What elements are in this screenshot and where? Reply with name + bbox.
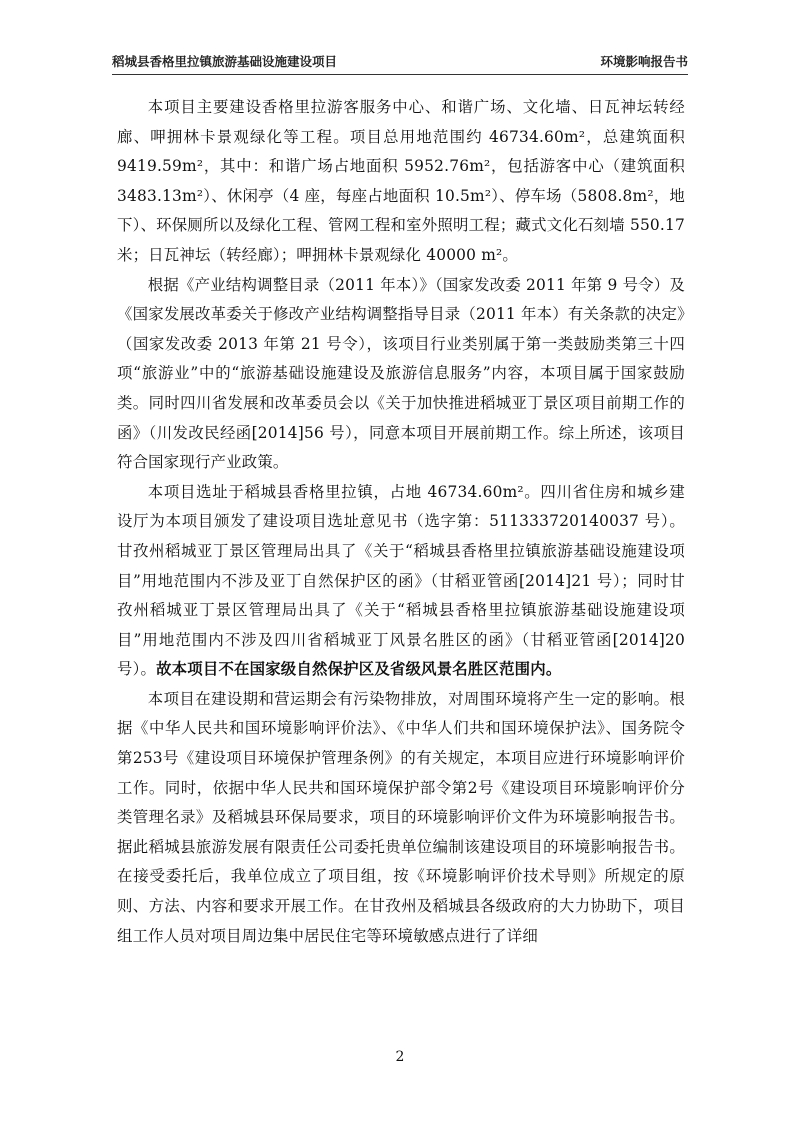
- paragraph-bold-conclusion: 故本项目不在国家级自然保护区及省级风景名胜区范围内。: [156, 660, 562, 679]
- document-body: [117, 93, 685, 951]
- paragraph-text: 本项目在建设期和营运期会有污染物排放，对周围环境将产生一定的影响。根据《中华人民共和国环境影响评价法》、《中华人们共和国环境保护法》、国务院令第253号《建设项目环境保护管理条例》的有关规定，本项目应进行环境影响评价工作。同时，依据中华人民共和国环境保护部令第2号《建设项目环境影响评价分类管理名录》及稻城县环保局要求，项目的环境影响评价文件为环境影响报告书。据此稻城县旅游发展有限责任公司委托贵单位编制该建设项目的环境影响报告书。在接受委托后，我单位成立了项目组，按《环境影响评价技术导则》所规定的原则、方法、内容和要求开展工作。在甘孜州及稻城县各级政府的大力协助下，项目组工作人员对项目周边集中居民住宅等环境敏感点进行了详细: [117, 689, 685, 945]
- page-number: 2: [395, 1049, 405, 1065]
- paragraph-eia-basis: [117, 685, 685, 951]
- header-document-type: 环境影响报告书: [600, 54, 688, 69]
- paragraph-site-selection: [117, 478, 685, 685]
- paragraph-text: 根据《产业结构调整目录（2011 年本）》（国家发改委 2011 年第 9 号令）及《国家发展改革委关于修改产业结构调整指导目录（2011 年本）有关条款的决定》（国家发改委 2013 年第 21 号令），该项目行业类别属于第一类鼓励类第三十四项“旅游业”中的“旅游基础设施建设及旅游信息服务”内容，本项目属于国家鼓励类。同时四川省发展和改革委员会以《关于加快推进稻城亚丁景区项目前期工作的函》（川发改民经函[2014]56 号），同意本项目开展前期工作。综上所述，该项目符合国家现行产业政策。: [117, 275, 685, 472]
- header-divider: [112, 74, 688, 75]
- paragraph-text: 本项目主要建设香格里拉游客服务中心、和谐广场、文化墙、日瓦神坛转经廊、呷拥林卡景观绿化等工程。项目总用地范围约 46734.60m²，总建筑面积 9419.59m²，其中：和谐广场占地面积 5952.76m²，包括游客中心（建筑面积 3483.13m²）、休闲亭（4 座，每座占地面积 10.5m²）、停车场（5808.8m²，地下）、环保厕所以及绿化工程、管网工程和室外照明工程；藏式文化石刻墙 550.17 米；日瓦神坛（转经廊）；呷拥林卡景观绿化 40000 m²。: [117, 98, 685, 264]
- header-project-title: 稻城县香格里拉镇旅游基础设施建设项目: [112, 54, 338, 69]
- paragraph-text: 本项目选址于稻城县香格里拉镇，占地 46734.60m²。四川省住房和城乡建设厅为本项目颁发了建设项目选址意见书（选字第：511333720140037 号）。甘孜州稻城亚丁景区管理局出具了《关于“稻城县香格里拉镇旅游基础设施建设项目”用地范围内不涉及亚丁自然保护区的函》（甘稻亚管函[2014]21 号）；同时甘孜州稻城亚丁景区管理局出具了《关于“稻城县香格里拉镇旅游基础设施建设项目”用地范围内不涉及四川省稻城亚丁风景名胜区的函》（甘稻亚管函[2014]20 号）。: [117, 482, 685, 679]
- paragraph-project-scope: [117, 93, 685, 271]
- page-header: [112, 52, 688, 72]
- paragraph-industry-policy: [117, 271, 685, 478]
